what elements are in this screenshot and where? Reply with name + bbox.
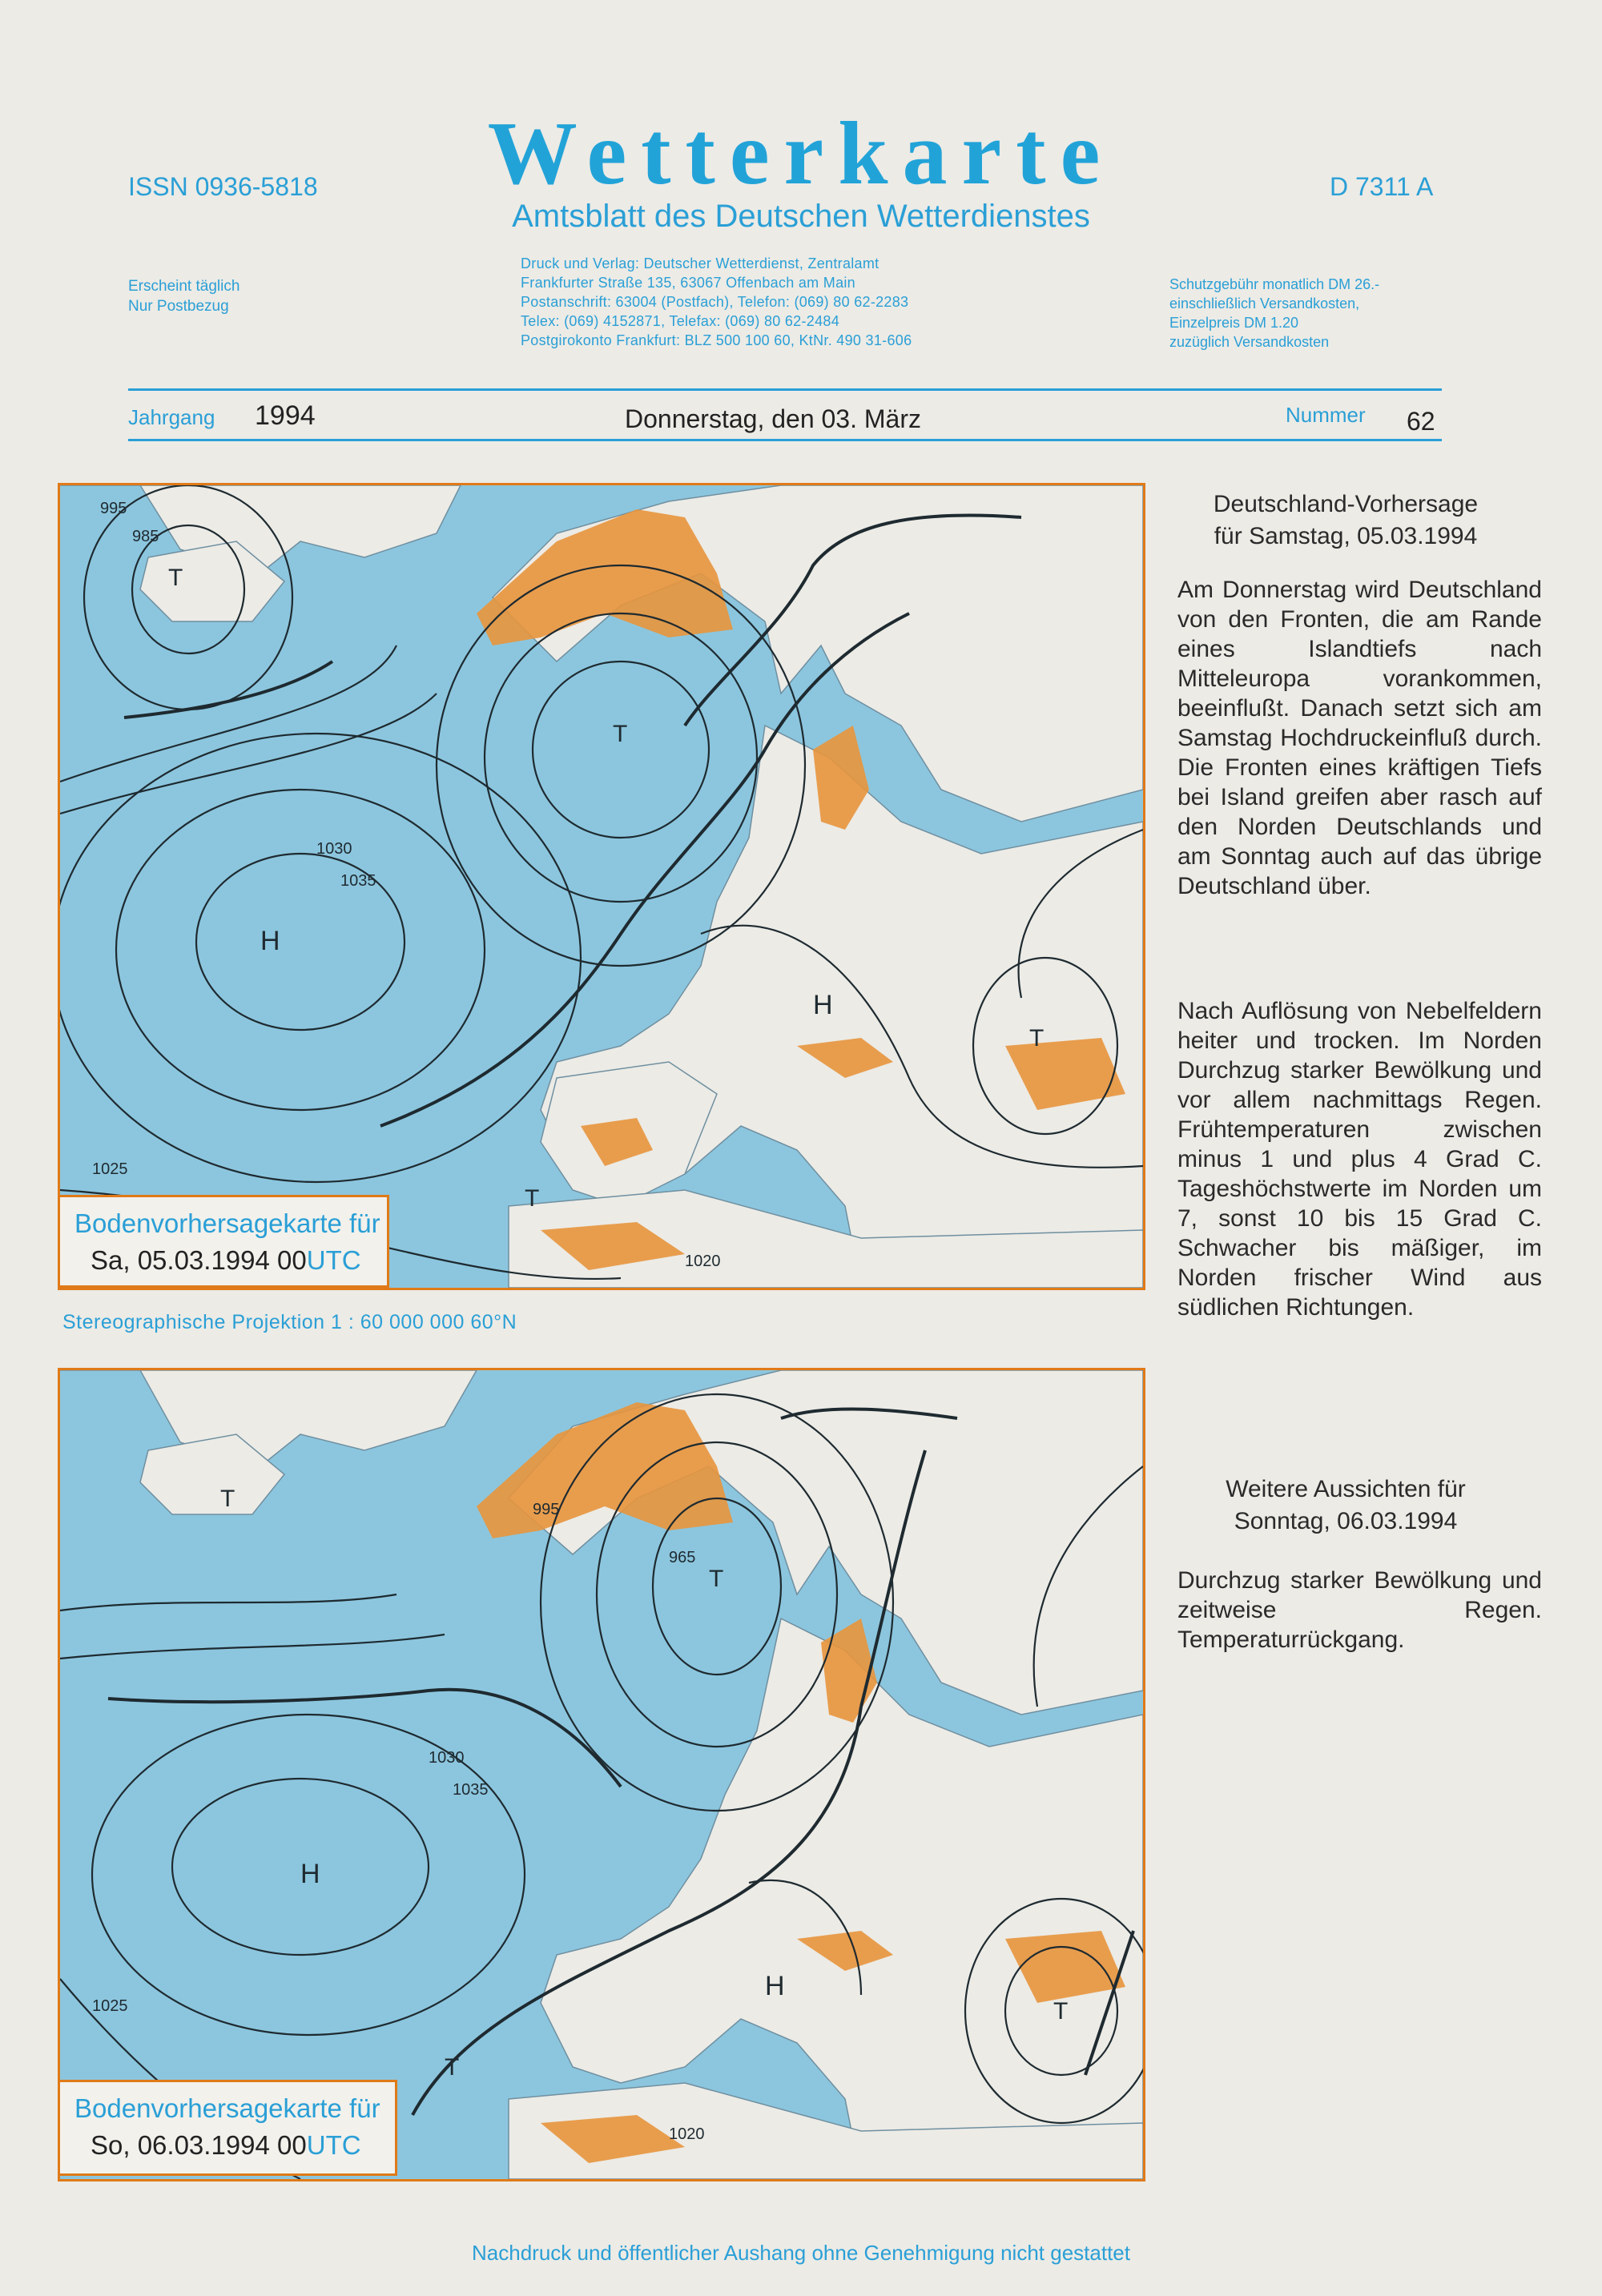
- low-label: T: [220, 1486, 235, 1512]
- isobar-value: 995: [100, 500, 127, 517]
- caption-utc: UTC: [306, 2130, 361, 2160]
- issue-date: Donnerstag, den 03. März: [625, 404, 921, 433]
- forecast-heading-line: Deutschland-Vorhersage: [1213, 491, 1479, 517]
- caption-date: [60, 1239, 387, 1276]
- outlook-heading: [1153, 1474, 1538, 1538]
- low-label: T: [613, 721, 628, 747]
- map-saturday-svg: [60, 485, 1143, 1288]
- isobar-value: 1020: [669, 2125, 705, 2143]
- price-line: Einzelpreis DM 1.20: [1169, 315, 1299, 331]
- outlook-text: Durchzug starker Bewölkung und zeitweise Regen. Temperaturrückgang.: [1177, 1567, 1542, 1653]
- low-label: T: [445, 2054, 460, 2081]
- caption-date-text: Sa, 05.03.1994 00: [91, 1245, 307, 1275]
- forecast-heading-line: für Samstag, 05.03.1994: [1214, 523, 1478, 549]
- forecast-paragraph-2: Nach Auflösung von Nebelfeldern heiter und trocken. Im Norden Durchzug starker Bewölkung und vor allem nachmittags Regen. Frühtemperaturen zwischen minus 1 und plus 4 Grad C. Tageshöchstwerte im Norden um 7, sonst 10 bis 15 Grad C. Schwacher bis mäßiger, im Norden frischer Wind aus südlichen Richtungen.: [1177, 998, 1542, 1321]
- isobar-value: 1020: [685, 1253, 721, 1270]
- isobar: [60, 1635, 445, 1659]
- low-label: T: [168, 565, 183, 591]
- nummer-label: Nummer: [1286, 403, 1366, 427]
- publication-notice: [128, 276, 239, 316]
- greenland-land: [60, 1370, 477, 1466]
- forecast-map-sunday: [58, 1368, 1145, 2181]
- isobar-value: 965: [669, 1549, 696, 1566]
- high-label: H: [260, 926, 280, 956]
- price-info: [1169, 275, 1379, 352]
- price-line: Schutzgebühr monatlich DM 26.-: [1169, 276, 1380, 292]
- jahrgang-value: 1994: [255, 400, 316, 431]
- outlook-heading-line: Weitere Aussichten für: [1226, 1476, 1466, 1502]
- isobar: [60, 1594, 396, 1610]
- publisher-line: Telex: (069) 4152871, Telefax: (069) 80 62-2484: [521, 313, 840, 329]
- publisher-line: Frankfurter Straße 135, 63067 Offenbach am Main: [521, 275, 855, 291]
- isobar-value: 995: [533, 1501, 560, 1518]
- caption-title: Bodenvorhersagekarte für: [74, 1208, 380, 1238]
- isobar: [60, 645, 396, 782]
- isobar: [533, 661, 709, 838]
- projection-note: Stereographische Projektion 1 : 60 000 000 60°N: [62, 1311, 517, 1333]
- isobar-value: 985: [132, 528, 159, 545]
- isobar-value: 1025: [92, 1997, 128, 2015]
- isobar: [60, 734, 581, 1182]
- high-label: H: [765, 1971, 785, 2001]
- isobar: [485, 613, 757, 902]
- postal-number: D 7311 A: [1330, 172, 1434, 201]
- notice-line: Nur Postbezug: [128, 298, 229, 315]
- low-label: T: [525, 1185, 540, 1212]
- divider-top: [128, 388, 1442, 391]
- map-sunday-caption: [58, 2080, 397, 2176]
- low-label: T: [709, 1566, 724, 1592]
- high-label: H: [300, 1859, 320, 1889]
- caption-date: [60, 2124, 395, 2161]
- isobar-value: 1035: [340, 872, 376, 890]
- issn: ISSN 0936-5818: [128, 172, 318, 201]
- map-sunday-svg: [60, 1370, 1143, 2179]
- low-label: T: [1053, 1998, 1069, 2025]
- isobar: [116, 790, 485, 1110]
- masthead-title: Wetterkarte: [487, 104, 1115, 203]
- greenland-land: [60, 485, 461, 573]
- high-label: H: [813, 990, 833, 1020]
- jahrgang-label: Jahrgang: [128, 405, 215, 429]
- map-saturday-caption: [58, 1195, 389, 1288]
- nummer-value: 62: [1407, 407, 1435, 436]
- caption-date-text: So, 06.03.1994 00: [91, 2130, 307, 2160]
- forecast-map-saturday: [58, 483, 1145, 1290]
- outlook-heading-line: Sonntag, 06.03.1994: [1234, 1508, 1458, 1534]
- isobar-value: 1025: [92, 1160, 128, 1178]
- caption-title: Bodenvorhersagekarte für: [74, 2093, 380, 2123]
- forecast-paragraph-1: Am Donnerstag wird Deutschland von den Fronten, die am Rande eines Islandtiefs nach Mitteleuropa vorankommen, beeinflußt. Danach setzt sich am Samstag Hochdruckeinfluß durch. Die Fronten eines kräftigen Tiefs bei Island greifen aber rasch auf den Norden Deutschlands und am Sonntag auch auf das übrige Deutschland über.: [1177, 577, 1542, 899]
- caption-utc: UTC: [306, 1245, 361, 1275]
- isobar-value: 1030: [316, 840, 352, 858]
- publisher-line: Postanschrift: 63004 (Postfach), Telefon: (069) 80 62-2283: [521, 294, 909, 310]
- price-line: einschließlich Versandkosten,: [1169, 296, 1360, 312]
- isobar-value: 1035: [453, 1781, 489, 1799]
- stationary-front: [108, 1690, 621, 1787]
- masthead-subtitle: Amtsblatt des Deutschen Wetterdienstes: [512, 199, 1090, 234]
- publisher-line: Postgirokonto Frankfurt: BLZ 500 100 60, KtNr. 490 31-606: [521, 332, 912, 348]
- forecast-heading: [1153, 489, 1538, 553]
- publisher-line: Druck und Verlag: Deutscher Wetterdienst, Zentralamt: [521, 255, 879, 271]
- divider-bottom: [128, 439, 1442, 441]
- low-label: T: [1029, 1025, 1045, 1051]
- reprint-notice: Nachdruck und öffentlicher Aushang ohne Genehmigung nicht gestattet: [472, 2241, 1130, 2265]
- publisher-info: [521, 254, 912, 350]
- price-line: zuzüglich Versandkosten: [1169, 334, 1330, 350]
- isobar-value: 1030: [429, 1749, 465, 1767]
- notice-line: Erscheint täglich: [128, 278, 240, 295]
